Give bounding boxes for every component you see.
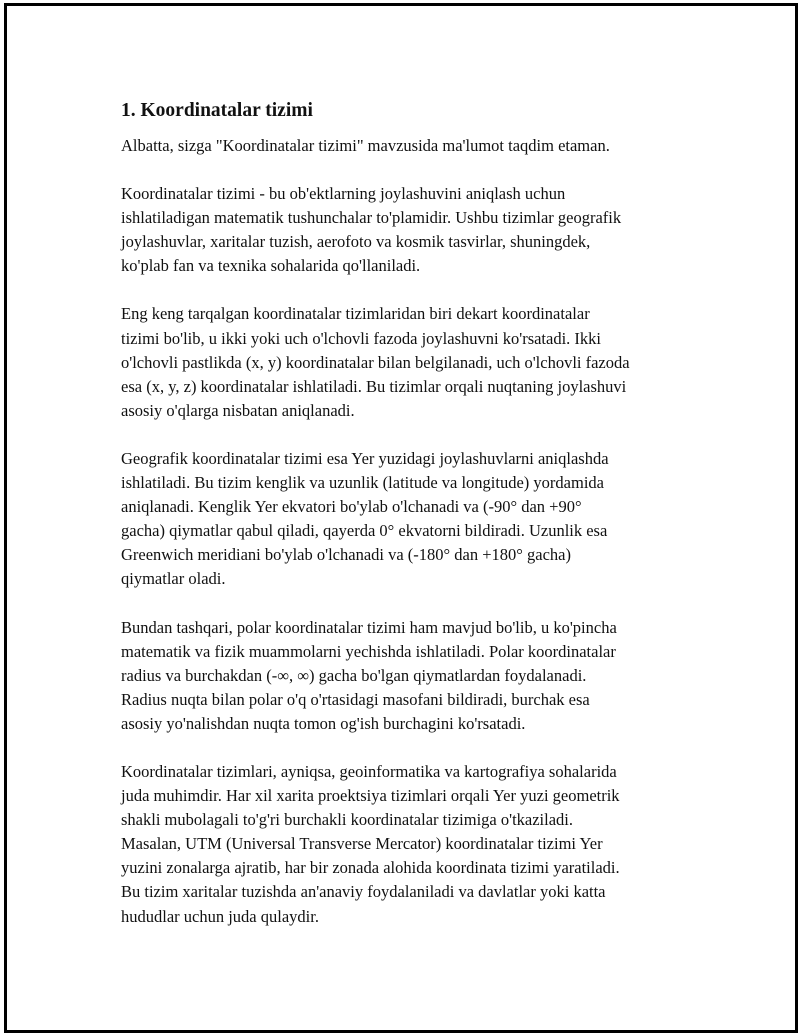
document-content <box>121 99 701 953</box>
text-line: shakli mubolagali to'g'ri burchakli koordinatalar tizimiga o'tkaziladi. <box>121 810 574 830</box>
paragraph-intro <box>121 134 701 158</box>
paragraph-geographic <box>121 447 701 592</box>
text-line: Masalan, UTM (Universal Transverse Mercator) koordinatalar tizimi Yer <box>121 834 603 854</box>
text-line: Bu tizim xaritalar tuzishda an'anaviy foydalaniladi va davlatlar yoki katta <box>121 882 606 902</box>
text-line: tizimi bo'lib, u ikki yoki uch o'lchovli fazoda joylashuvni ko'rsatadi. Ikki <box>121 328 602 348</box>
text-line: radius va burchakdan (-∞, ∞) gacha bo'lgan qiymatlardan foydalanadi. <box>121 665 587 685</box>
text-line: Geografik koordinatalar tizimi esa Yer yuzidagi joylashuvlarni aniqlashda <box>121 448 609 468</box>
paragraph-definition <box>121 182 701 278</box>
text-line: qiymatlar oladi. <box>121 569 226 589</box>
text-line: aniqlanadi. Kenglik Yer ekvatori bo'ylab o'lchanadi va (-90° dan +90° <box>121 497 582 517</box>
text-line: ishlatiladi. Bu tizim kenglik va uzunlik (latitude va longitude) yordamida <box>121 473 604 493</box>
paragraph-polar <box>121 616 701 736</box>
text-line: hududlar uchun juda qulaydir. <box>121 906 319 926</box>
text-line: Koordinatalar tizimi - bu ob'ektlarning joylashuvini aniqlash uchun <box>121 184 566 204</box>
text-line: Radius nuqta bilan polar o'q o'rtasidagi masofani bildiradi, burchak esa <box>121 689 590 709</box>
text-line: juda muhimdir. Har xil xarita proektsiya tizimlari orqali Yer yuzi geometrik <box>121 786 620 806</box>
text-line: joylashuvlar, xaritalar tuzish, aerofoto va kosmik tasvirlar, shuningdek, <box>121 232 591 252</box>
text-line: asosiy o'qlarga nisbatan aniqlanadi. <box>121 400 355 420</box>
text-line: asosiy yo'nalishdan nuqta tomon og'ish burchagini ko'rsatadi. <box>121 713 526 733</box>
text-line: Albatta, sizga "Koordinatalar tizimi" mavzusida ma'lumot taqdim etaman. <box>121 136 610 155</box>
text-line: Koordinatalar tizimlari, ayniqsa, geoinformatika va kartografiya sohalarida <box>121 761 617 781</box>
text-line: ko'plab fan va texnika sohalarida qo'llaniladi. <box>121 256 421 276</box>
text-line: o'lchovli pastlikda (x, y) koordinatalar bilan belgilanadi, uch o'lchovli fazoda <box>121 352 630 372</box>
text-line: yuzini zonalarga ajratib, har bir zonada alohida koordinata tizimi yaratiladi. <box>121 858 620 878</box>
text-line: ishlatiladigan matematik tushunchalar to'plamidir. Ushbu tizimlar geografik <box>121 208 622 228</box>
text-line: gacha) qiymatlar qabul qiladi, qayerda 0° ekvatorni bildiradi. Uzunlik esa <box>121 521 608 541</box>
text-line: Bundan tashqari, polar koordinatalar tizimi ham mavjud bo'lib, u ko'pincha <box>121 617 617 637</box>
document-title: 1. Koordinatalar tizimi <box>121 100 313 121</box>
text-line: matematik va fizik muammolarni yechishda ishlatiladi. Polar koordinatalar <box>121 641 616 661</box>
paragraph-cartesian <box>121 302 701 422</box>
paragraph-geoinformatics <box>121 760 701 929</box>
page-frame <box>4 3 798 1033</box>
text-line: Greenwich meridiani bo'ylab o'lchanadi va (-180° dan +180° gacha) <box>121 545 571 565</box>
text-line: Eng keng tarqalgan koordinatalar tizimlaridan biri dekart koordinatalar <box>121 304 590 324</box>
text-line: esa (x, y, z) koordinatalar ishlatiladi. Bu tizimlar orqali nuqtaning joylashuvi <box>121 376 627 396</box>
